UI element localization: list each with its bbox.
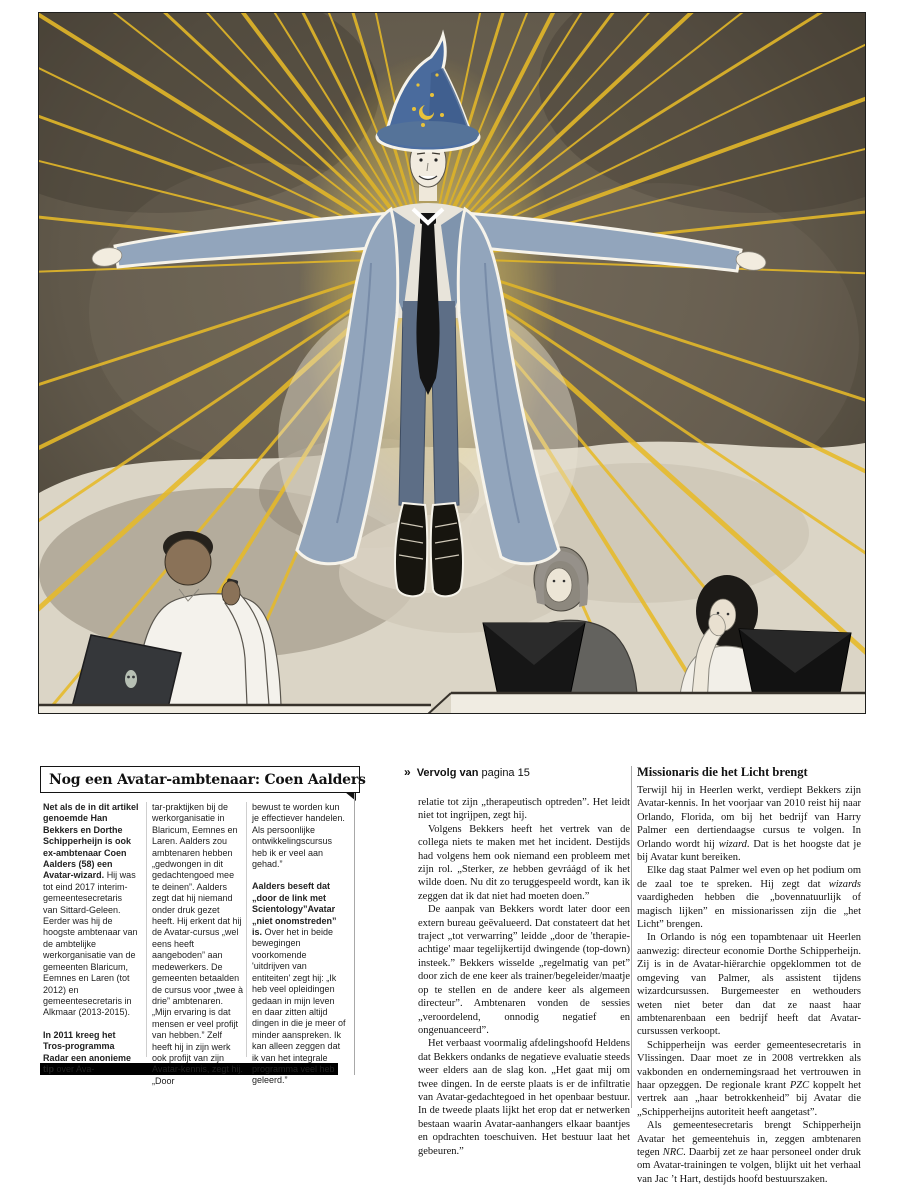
feature-body: Terwijl hij in Heerlen werkt, verdiept Bekkers zijn Avatar-kennis. In het voorjaar van 2010 reist hij naar Orlando, Florida, om bij het bedrijf van Harry Palmer een dertiendaagse cursus te volgen. In Orlando wordt hij wizard. Dat is het hoogste dat je bij Avatar kunt bereiken. Elke dag staat Palmer wel even op het podium om de zaal toe te spreken. Hij zegt dat wizards vaardigheden hebben die „bovennatuurlijk of magisch lijken” en missionarissen zijn die „het Licht” brengen. In Orlando is nóg een topambtenaar uit Heerlen aanwezig: directeur economie Dorthe Schipperheijn. Zij is in de Avatar-hiërarchie opgeklommen tot de omgeving van Palmer, als assistent tijdens wizardcursussen. Burgemeester en wethouders weten niet beter dan dat ze naast haar ambtenarenbaan een bedrijf heeft dat Avatar-cursussen verkoopt. Schipperheijn was eerder gemeentesecretaris in Vlissingen. Daar moet ze in 2008 vertrekken als vakbonden en ondernemingsraad het vertrouwen in haar opzeggen. De regionale krant PZC koppelt het vertrek aan „haar betrokkenheid” bij Avatar die „Schipperheijns autoriteit heeft aangetast”. Als gemeentesecretaris brengt Schipperheijn Avatar het gemeentehuis in, zeggen ambtenaren tegen NRC. Daarbij zet ze haar personeel onder druk om Avatar-trainingen te volgen, blijkt uit het verhaal van Jac ’t Hart, destijds hoofd bestuurszaken. — [637, 785, 861, 1185]
sidebar-column-1: Net als de in dit artikel genoemde Han Bekkers en Dorthe Schipperheijn is ook ex-ambtenaar Coen Aalders (58) een Avatar-wizard. Hij was tot eind 2017 interim-gemeentesecretaris van Sittard-Geleen. Eerder was hij de hoogste ambtenaar van de ambtelijke werkorganisatie van de gemeenten Blaricum, Eemnes en Laren (tot 2012) en gemeentesecretaris in Alkmaar (2013-2015). In 2011 kreeg het Tros-programma Radar een anonieme tip over Ava- — [43, 802, 139, 1074]
continuation-page-ref: pagina 15 — [481, 767, 530, 779]
sidebar-headline-box — [40, 766, 366, 793]
illustration-canvas — [39, 13, 865, 713]
sidebar-column-3: bewust te worden kun je effectiever handelen. Als persoonlijke ontwikkelingscursus heb ik er veel aan gehad.” Aalders beseft dat „door de link met Scientology”Avatar „niet onomstreden” is. Over het in beide bewegingen voorkomende 'uitdrijven van entiteiten' zegt hij: „Ik heb veel opleidingen gedaan in mijn leven en daar zitten altijd dingen in die je meer of minder aanspreken. Ik kan alleen zeggen dat ik van het integrale programma veel heb geleerd.” — [252, 802, 346, 1086]
sidebar-column-rule-1 — [146, 802, 147, 1057]
sidebar-column-2: tar-praktijken bij de werkorganisatie in Blaricum, Eemnes en Laren. Aalders zou ambtenaren hebben „gedwongen in dit gedachtengoed mee te deinen”. Aalders zegt dat hij niemand onder druk gezet heeft. Hij erkent dat hij de Avatar-cursus „wel eens heeft aangeboden” aan medewerkers. De gemeenten betaalden de cursus voor „twee à drie” ambtenaren. „Mijn ervaring is dat mensen er veel profijt van hebben.” Zelf heeft hij in zijn werk ook profijt van zijn Avatar-kennis, zegt hij. „Door — [152, 802, 244, 1086]
alienware-logo — [125, 670, 137, 688]
continuation-body: relatie tot zijn „therapeutisch optreden”. Het leidt niet tot ingrijpen, zegt hij. Volgens Bekkers heeft het vertrek van de collega niets te maken met het incident. Destijds had volgens hem ook niemand een probleem met zijn rol. „Sterker, ze hebben gevráágd of ik het wilde doen. Nu dit zo teruggespeeld wordt, kan ik zeggen dat ik dat niet had moeten doen.” De aanpak van Bekkers wordt later door een extern bureau geëvalueerd. Dat constateert dat het traject „tot verwarring” leidde „door de 'therapie-achtige' maar tegelijkertijd dwingende (top-down) insteek.” Bekkers wisselde „regelmatig van pet” door zich de ene keer als trainer/begeleider/maatje op te stellen en de andere keer als algemeen directeur”. Ambtenaren vonden de sessies „veroordelend, onnodig negatief en ongenuanceerd”. Het verbaast voormalig afdelingshoofd Heldens dat Bekkers ondanks de negatieve evaluatie steeds weer elders aan de slag kon. „Het gaat mij om twee dingen. In de eerste plaats is er de infiltratie van Avatar-gedachtegoed in het openbaar bestuur. In de tweede plaats lijkt het erop dat er netwerken bestaan waarin Avatar-aanhangers elkaar baantjes en opdrachten toeschuiven. Het bestuur laat het gebeuren.” — [418, 797, 630, 1157]
sidebar-column-rule-2 — [246, 802, 247, 1057]
continuation-chevrons-icon: » — [404, 765, 411, 779]
continuation-label: Vervolg van — [416, 767, 479, 779]
continuation-header — [404, 765, 630, 779]
middle-right-column-rule — [631, 766, 632, 1108]
sidebar-right-rule — [354, 793, 355, 1075]
feature-heading: Missionaris die het Licht brengt — [637, 765, 808, 779]
wizard-illustration — [38, 12, 866, 714]
sidebar-headline: Nog een Avatar-ambtenaar: Coen Aalders — [49, 771, 366, 788]
